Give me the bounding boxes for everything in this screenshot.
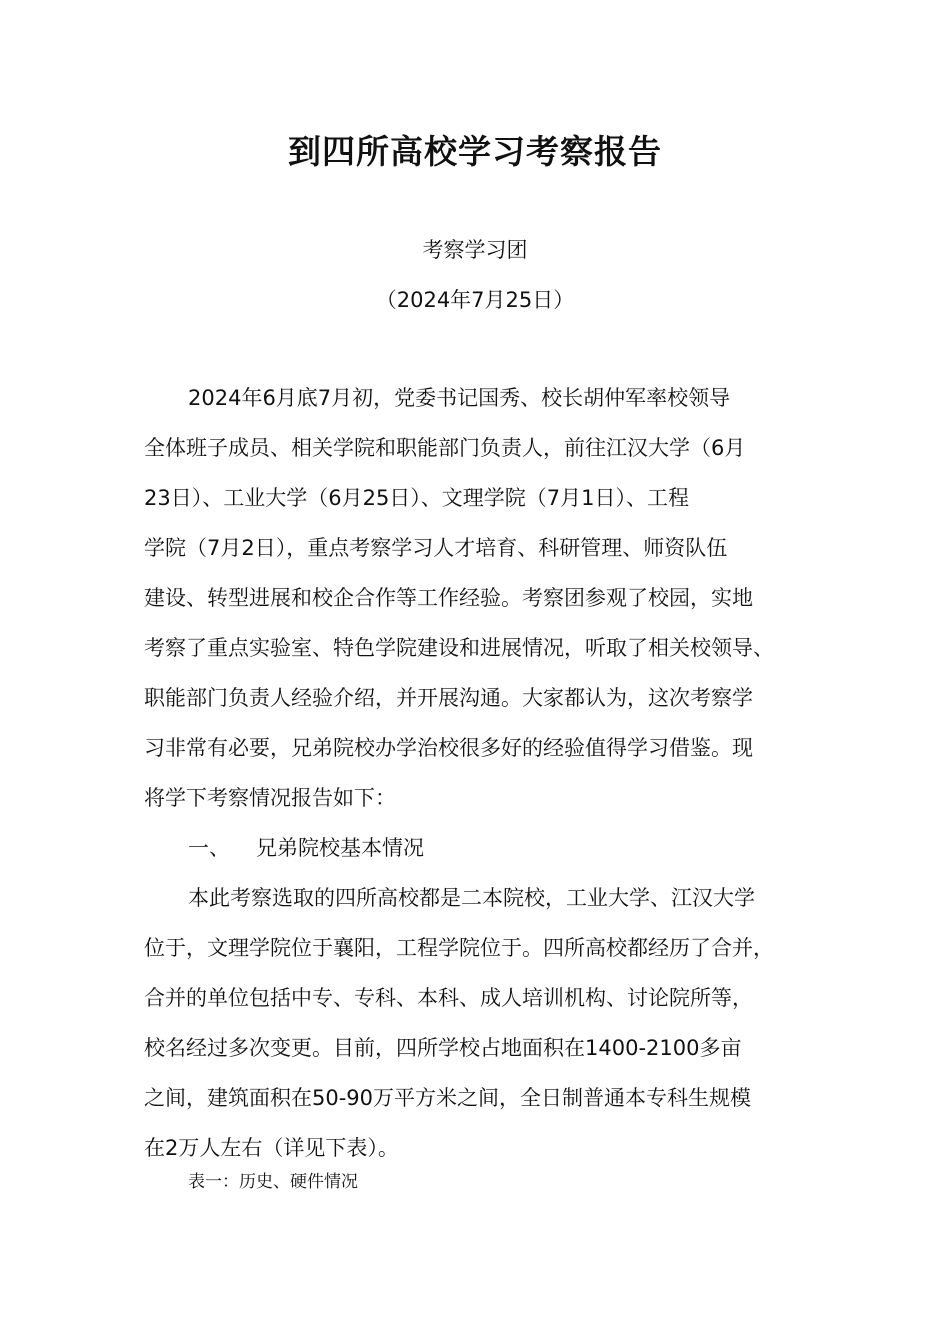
intro-paragraph xyxy=(144,373,806,823)
paragraph-line: 23日）、工业大学（6月25日）、文理学院（7月1日）、工程 xyxy=(144,486,690,510)
paragraph-line: 建设、转型进展和校企合作等工作经验。考察团参观了校园，实地 xyxy=(144,586,753,610)
paragraph-line: 将学下考察情况报告如下： xyxy=(144,786,396,810)
paragraph-line: 合并的单位包括中专、专科、本科、成人培训机构、讨论院所等， xyxy=(144,986,753,1010)
section-heading xyxy=(188,823,424,873)
section-paragraph xyxy=(144,873,806,1173)
paragraph-line: 本此考察选取的四所高校都是二本院校，工业大学、江汉大学 xyxy=(188,886,755,910)
paragraph-line: 全体班子成员、相关学院和职能部门负责人，前往江汉大学（6月 xyxy=(144,436,746,460)
paragraph-line: 考察了重点实验室、特色学院建设和进展情况，听取了相关校领导、 xyxy=(144,636,774,660)
paragraph-line: 之间，建筑面积在50-90万平方米之间，全日制普通本专科生规模 xyxy=(144,1086,752,1110)
section-title: 兄弟院校基本情况 xyxy=(256,836,424,860)
paragraph-line: 位于，文理学院位于襄阳，工程学院位于。四所高校都经历了合并， xyxy=(144,936,774,960)
paragraph-line: 校名经过多次变更。目前，四所学校占地面积在1400-2100多亩 xyxy=(144,1036,742,1060)
paragraph-line: 学院（7月2日），重点考察学习人才培育、科研管理、师资队伍 xyxy=(144,536,728,560)
document-author: 考察学习团 xyxy=(422,238,528,262)
paragraph-line: 职能部门负责人经验介绍，并开展沟通。大家都认为，这次考察学 xyxy=(144,686,753,710)
table-caption: 表一：历史、硬件情况 xyxy=(188,1172,358,1192)
section-number: 一、 xyxy=(188,836,230,860)
paragraph-line: 在2万人左右（详见下表）。 xyxy=(144,1136,399,1160)
paragraph-line: 习非常有必要，兄弟院校办学治校很多好的经验值得学习借鉴。现 xyxy=(144,736,753,760)
paragraph-line: 2024年6月底7月初，党委书记国秀、校长胡仲军率校领导 xyxy=(188,386,731,410)
document-date: （2024年7月25日） xyxy=(375,288,575,312)
document-title: 到四所高校学习考察报告 xyxy=(288,132,662,171)
